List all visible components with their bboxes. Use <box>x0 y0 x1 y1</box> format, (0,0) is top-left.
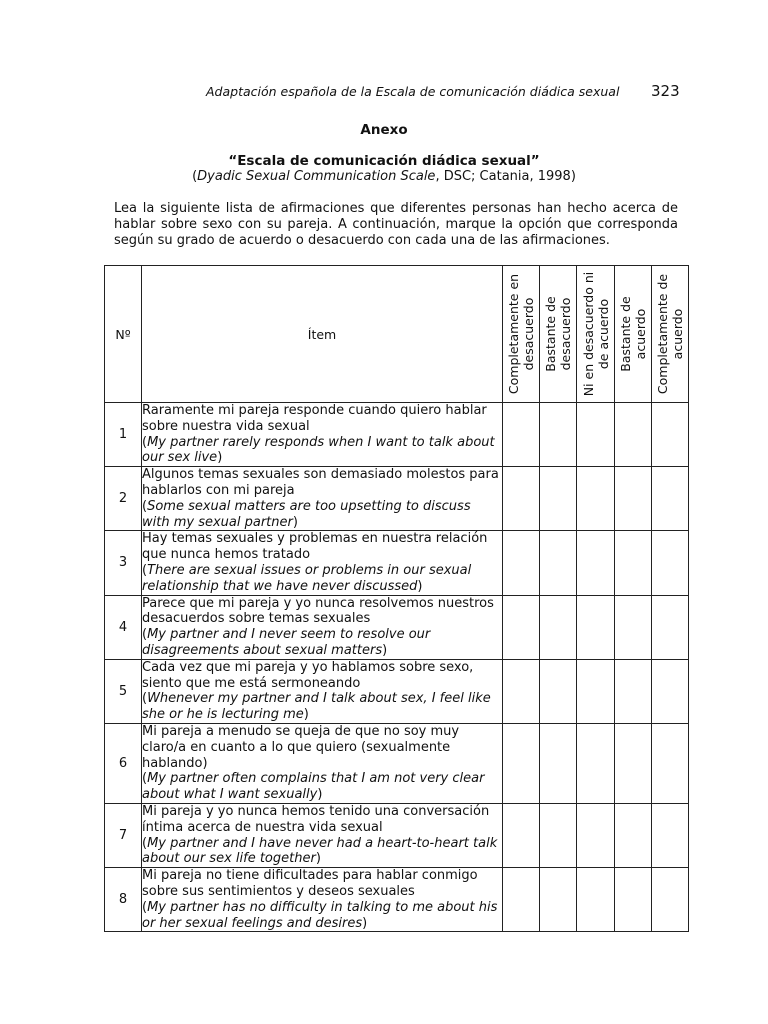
scale-title: “Escala de comunicación diádica sexual” <box>228 153 540 169</box>
response-cell-1[interactable] <box>503 595 540 659</box>
response-cell-4[interactable] <box>615 595 652 659</box>
header-option-1 <box>503 266 540 403</box>
option-label-2: Bastante de desacuerdo <box>543 296 573 372</box>
item-english: My partner often complains that I am not very clear about what I want sexually <box>142 771 485 803</box>
running-title: Adaptación española de la Escala de comunicación diádica sexual <box>206 84 620 99</box>
response-cell-3[interactable] <box>577 803 615 867</box>
scale-subtitle <box>0 169 768 184</box>
item-text: Mi pareja a menudo se queja de que no soy muy claro/a en cuanto a lo que quiero (sexualmente hablando) (My partner often complains that I am not very clear about what I want sexually) <box>142 723 503 803</box>
response-cell-4[interactable] <box>615 467 652 531</box>
header-item: Ítem <box>142 266 503 403</box>
instructions-paragraph: Lea la siguiente lista de afirmaciones que diferentes personas han hecho acerca de hablar sobre sexo con su pareja. A continuación, marque la opción que corresponda según su grado de acuerdo o desacuerdo con cada una de las afirmaciones. <box>114 201 678 248</box>
table-row <box>105 659 689 723</box>
table-row <box>105 531 689 595</box>
item-english: My partner and I have never had a heart-to-heart talk about our sex life together <box>142 835 498 867</box>
running-header <box>206 84 678 99</box>
response-cell-5[interactable] <box>652 803 689 867</box>
response-cell-3[interactable] <box>577 659 615 723</box>
option-label-1: Completamente en desacuerdo <box>506 273 536 395</box>
subtitle-italic: Dyadic Sexual Communication Scale <box>197 169 436 184</box>
response-cell-3[interactable] <box>577 723 615 803</box>
response-cell-5[interactable] <box>652 595 689 659</box>
item-text: Cada vez que mi pareja y yo hablamos sobre sexo, siento que me está sermoneando (Whenever my partner and I talk about sex, I feel like she or he is lecturing me) <box>142 659 503 723</box>
header-option-3 <box>577 266 615 403</box>
item-text: Hay temas sexuales y problemas en nuestra relación que nunca hemos tratado (There are sexual issues or problems in our sexual relationship that we have never discussed) <box>142 531 503 595</box>
item-number: 6 <box>105 723 142 803</box>
item-number: 8 <box>105 868 142 932</box>
item-spanish: Mi pareja no tiene dificultades para hablar conmigo sobre sus sentimientos y deseos sexuales <box>142 868 478 899</box>
response-cell-3[interactable] <box>577 531 615 595</box>
table-row <box>105 868 689 932</box>
item-text: Mi pareja no tiene dificultades para hablar conmigo sobre sus sentimientos y deseos sexuales (My partner has no difficulty in talking to me about his or her sexual feelings and desires) <box>142 868 503 932</box>
response-cell-4[interactable] <box>615 659 652 723</box>
response-cell-3[interactable] <box>577 403 615 467</box>
response-cell-4[interactable] <box>615 803 652 867</box>
item-text: Raramente mi pareja responde cuando quiero hablar sobre nuestra vida sexual (My partner rarely responds when I want to talk about our sex live) <box>142 403 503 467</box>
response-cell-2[interactable] <box>540 531 577 595</box>
item-spanish: Hay temas sexuales y problemas en nuestra relación que nunca hemos tratado <box>142 531 488 563</box>
item-text: Algunos temas sexuales son demasiado molestos para hablarlos con mi pareja (Some sexual matters are too upsetting to discuss with my sexual partner) <box>142 467 503 531</box>
table-row <box>105 803 689 867</box>
response-cell-1[interactable] <box>503 531 540 595</box>
response-cell-4[interactable] <box>615 531 652 595</box>
response-cell-5[interactable] <box>652 659 689 723</box>
response-cell-2[interactable] <box>540 467 577 531</box>
response-cell-2[interactable] <box>540 595 577 659</box>
item-number: 4 <box>105 595 142 659</box>
option-label-3: Ni en desacuerdo ni de acuerdo <box>580 271 611 397</box>
item-text: Mi pareja y yo nunca hemos tenido una conversación íntima acerca de nuestra vida sexual (My partner and I have never had a heart-to-heart talk about our sex life together) <box>142 803 503 867</box>
header-option-4 <box>615 266 652 403</box>
header-option-5 <box>652 266 689 403</box>
item-spanish: Raramente mi pareja responde cuando quiero hablar sobre nuestra vida sexual <box>142 403 487 434</box>
header-option-2 <box>540 266 577 403</box>
response-cell-1[interactable] <box>503 803 540 867</box>
table-row <box>105 467 689 531</box>
response-cell-2[interactable] <box>540 403 577 467</box>
response-cell-5[interactable] <box>652 868 689 932</box>
table-row <box>105 595 689 659</box>
subtitle-open: ( <box>192 169 198 184</box>
response-cell-5[interactable] <box>652 403 689 467</box>
item-number: 2 <box>105 467 142 531</box>
response-cell-3[interactable] <box>577 467 615 531</box>
subtitle-rest: , DSC; Catania, 1998) <box>435 169 576 184</box>
item-spanish: Cada vez que mi pareja y yo hablamos sobre sexo, siento que me está sermoneando <box>142 659 474 691</box>
item-english: Some sexual matters are too upsetting to discuss with my sexual partner <box>142 498 471 530</box>
item-spanish: Mi pareja y yo nunca hemos tenido una conversación íntima acerca de nuestra vida sexual <box>142 803 490 835</box>
response-cell-1[interactable] <box>503 467 540 531</box>
response-cell-1[interactable] <box>503 403 540 467</box>
item-spanish: Mi pareja a menudo se queja de que no soy muy claro/a en cuanto a lo que quiero (sexualmente hablando) <box>142 723 460 771</box>
response-cell-4[interactable] <box>615 868 652 932</box>
item-number: 3 <box>105 531 142 595</box>
response-cell-3[interactable] <box>577 868 615 932</box>
response-cell-2[interactable] <box>540 659 577 723</box>
table-row <box>105 723 689 803</box>
response-cell-1[interactable] <box>503 723 540 803</box>
response-cell-4[interactable] <box>615 403 652 467</box>
response-cell-2[interactable] <box>540 803 577 867</box>
response-cell-1[interactable] <box>503 659 540 723</box>
response-cell-2[interactable] <box>540 723 577 803</box>
item-english: There are sexual issues or problems in our sexual relationship that we have never discussed <box>142 562 472 594</box>
response-cell-2[interactable] <box>540 868 577 932</box>
response-cell-5[interactable] <box>652 531 689 595</box>
option-label-4: Bastante de acuerdo <box>618 296 648 372</box>
table-row <box>105 403 689 467</box>
item-english: My partner has no difficulty in talking to me about his or her sexual feelings and desires <box>142 899 498 931</box>
page-number: 323 <box>651 82 680 100</box>
response-cell-1[interactable] <box>503 868 540 932</box>
item-number: 7 <box>105 803 142 867</box>
option-label-5: Completamente de acuerdo <box>655 273 685 395</box>
item-number: 1 <box>105 403 142 467</box>
item-spanish: Algunos temas sexuales son demasiado molestos para hablarlos con mi pareja <box>142 467 499 498</box>
annex-title: Anexo <box>360 122 408 138</box>
scale-table <box>104 265 689 932</box>
response-cell-3[interactable] <box>577 595 615 659</box>
item-english: My partner and I never seem to resolve our disagreements about sexual matters <box>142 627 431 658</box>
item-english: Whenever my partner and I talk about sex, I feel like she or he is lecturing me <box>142 691 491 723</box>
item-text: Parece que mi pareja y yo nunca resolvemos nuestros desacuerdos sobre temas sexuales (My partner and I never seem to resolve our disagreements about sexual matters) <box>142 595 503 659</box>
response-cell-5[interactable] <box>652 467 689 531</box>
response-cell-4[interactable] <box>615 723 652 803</box>
table-header-row <box>105 266 689 403</box>
response-cell-5[interactable] <box>652 723 689 803</box>
header-number: Nº <box>105 266 142 403</box>
item-english: My partner rarely responds when I want to talk about our sex live <box>142 434 495 466</box>
item-number: 5 <box>105 659 142 723</box>
item-spanish: Parece que mi pareja y yo nunca resolvemos nuestros desacuerdos sobre temas sexuales <box>142 595 494 627</box>
